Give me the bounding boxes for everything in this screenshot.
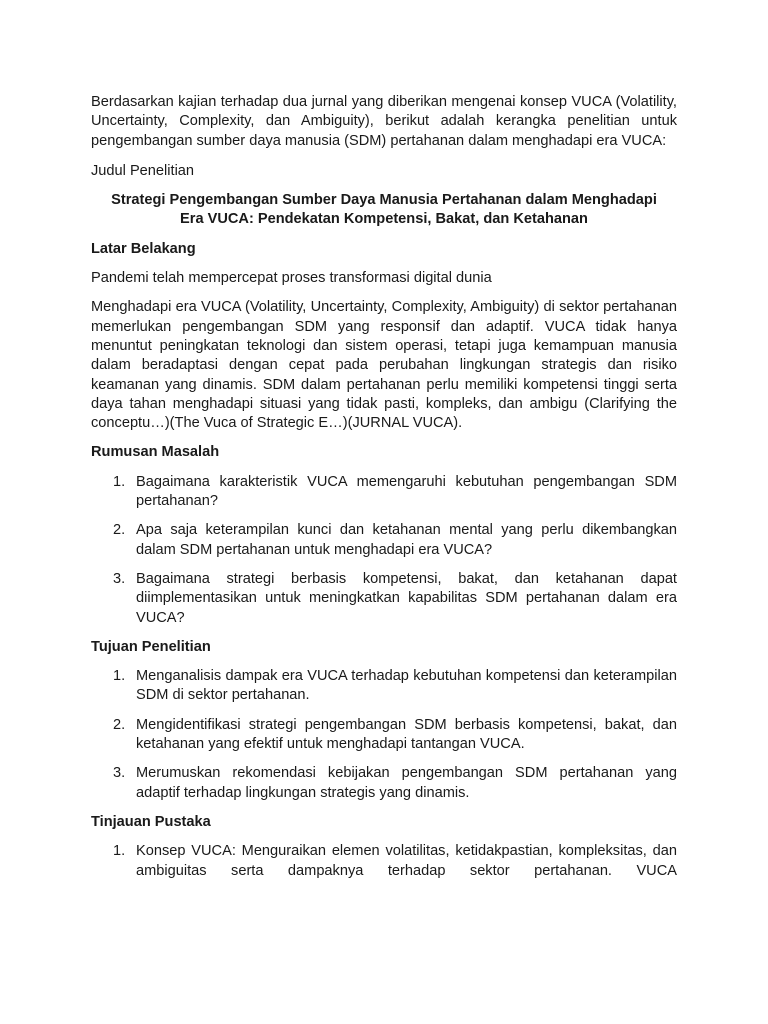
list-item-text: Menganalisis dampak era VUCA terhadap kebutuhan kompetensi dan keterampilan SDM di sektor pertahanan.	[136, 668, 677, 704]
heading-tujuan-penelitian: Tujuan Penelitian	[91, 638, 211, 655]
list-item-text: Bagaimana karakteristik VUCA memengaruhi kebutuhan pengembangan SDM pertahanan?	[136, 473, 677, 510]
list-item	[91, 570, 677, 628]
list-item-number: 1.	[113, 668, 126, 685]
list-item	[91, 667, 677, 706]
list-item	[91, 764, 677, 803]
rumusan-list	[91, 473, 677, 628]
list-item-number: 1.	[113, 473, 126, 490]
list-item	[91, 842, 677, 880]
list-item-number: 3.	[113, 570, 126, 587]
list-item-number: 2.	[113, 522, 126, 539]
list-item	[91, 716, 677, 755]
title-label: Judul Penelitian	[91, 162, 195, 179]
list-item-text: Konsep VUCA: Menguraikan elemen volatilitas, ketidakpastian, kompleksitas, dan ambiguitas serta dampaknya terhadap sektor pertahanan. VUCA	[136, 843, 677, 879]
intro-paragraph: Berdasarkan kajian terhadap dua jurnal yang diberikan mengenai konsep VUCA (Volatility, Uncertainty, Complexity, dan Ambiguity), berikut adalah kerangka penelitian untuk pengembangan sumber daya manusia (SDM) pertahanan dalam menghadapi era VUCA:	[91, 94, 677, 149]
list-item-text: Merumuskan rekomendasi kebijakan pengembangan SDM pertahanan yang adaptif terhadap lingkungan strategis yang dinamis.	[136, 765, 677, 801]
list-item-text: Mengidentifikasi strategi pengembangan SDM berbasis kompetensi, bakat, dan ketahanan yang efektif untuk menghadapi tantangan VUCA.	[136, 716, 677, 753]
tinjauan-list	[91, 842, 677, 880]
document-page	[91, 93, 677, 890]
list-item-number: 3.	[113, 765, 126, 782]
list-item	[91, 473, 677, 512]
list-item-text: Apa saja keterampilan kunci dan ketahanan mental yang perlu dikembangkan dalam SDM pertahanan untuk menghadapi era VUCA?	[136, 522, 677, 558]
research-title	[91, 191, 677, 230]
heading-latar-belakang: Latar Belakang	[91, 240, 196, 257]
research-title-line-1: Strategi Pengembangan Sumber Daya Manusia Pertahanan dalam Menghadapi	[111, 192, 657, 209]
heading-tinjauan-pustaka: Tinjauan Pustaka	[91, 813, 211, 830]
tujuan-list	[91, 667, 677, 803]
list-item-text: Bagaimana strategi berbasis kompetensi, bakat, dan ketahanan dapat diimplementasikan untuk meningkatkan kapabilitas SDM pertahanan dalam era VUCA?	[136, 570, 677, 626]
list-item-number: 1.	[113, 843, 126, 860]
latar-paragraph-2: Menghadapi era VUCA (Volatility, Uncertainty, Complexity, Ambiguity) di sektor pertahanan memerlukan pengembangan SDM yang responsif dan adaptif. VUCA tidak hanya menuntut peningkatan teknologi dan sistem operasi, tetapi juga kemampuan manusia dalam beradaptasi dengan cepat pada perubahan lingkungan strategis dan risiko keamanan yang dinamis. SDM dalam pertahanan perlu memiliki kompetensi tinggi serta daya tahan menghadapi situasi yang tidak pasti, kompleks, dan ambigu (Clarifying the conceptu…)(The Vuca of Strategic E…)(JURNAL VUCA).	[91, 299, 677, 432]
heading-rumusan-masalah: Rumusan Masalah	[91, 444, 220, 461]
research-title-line-2: Era VUCA: Pendekatan Kompetensi, Bakat, dan Ketahanan	[180, 211, 588, 228]
list-item-number: 2.	[113, 716, 126, 733]
latar-paragraph-1: Pandemi telah mempercepat proses transformasi digital dunia	[91, 270, 492, 287]
list-item	[91, 521, 677, 560]
